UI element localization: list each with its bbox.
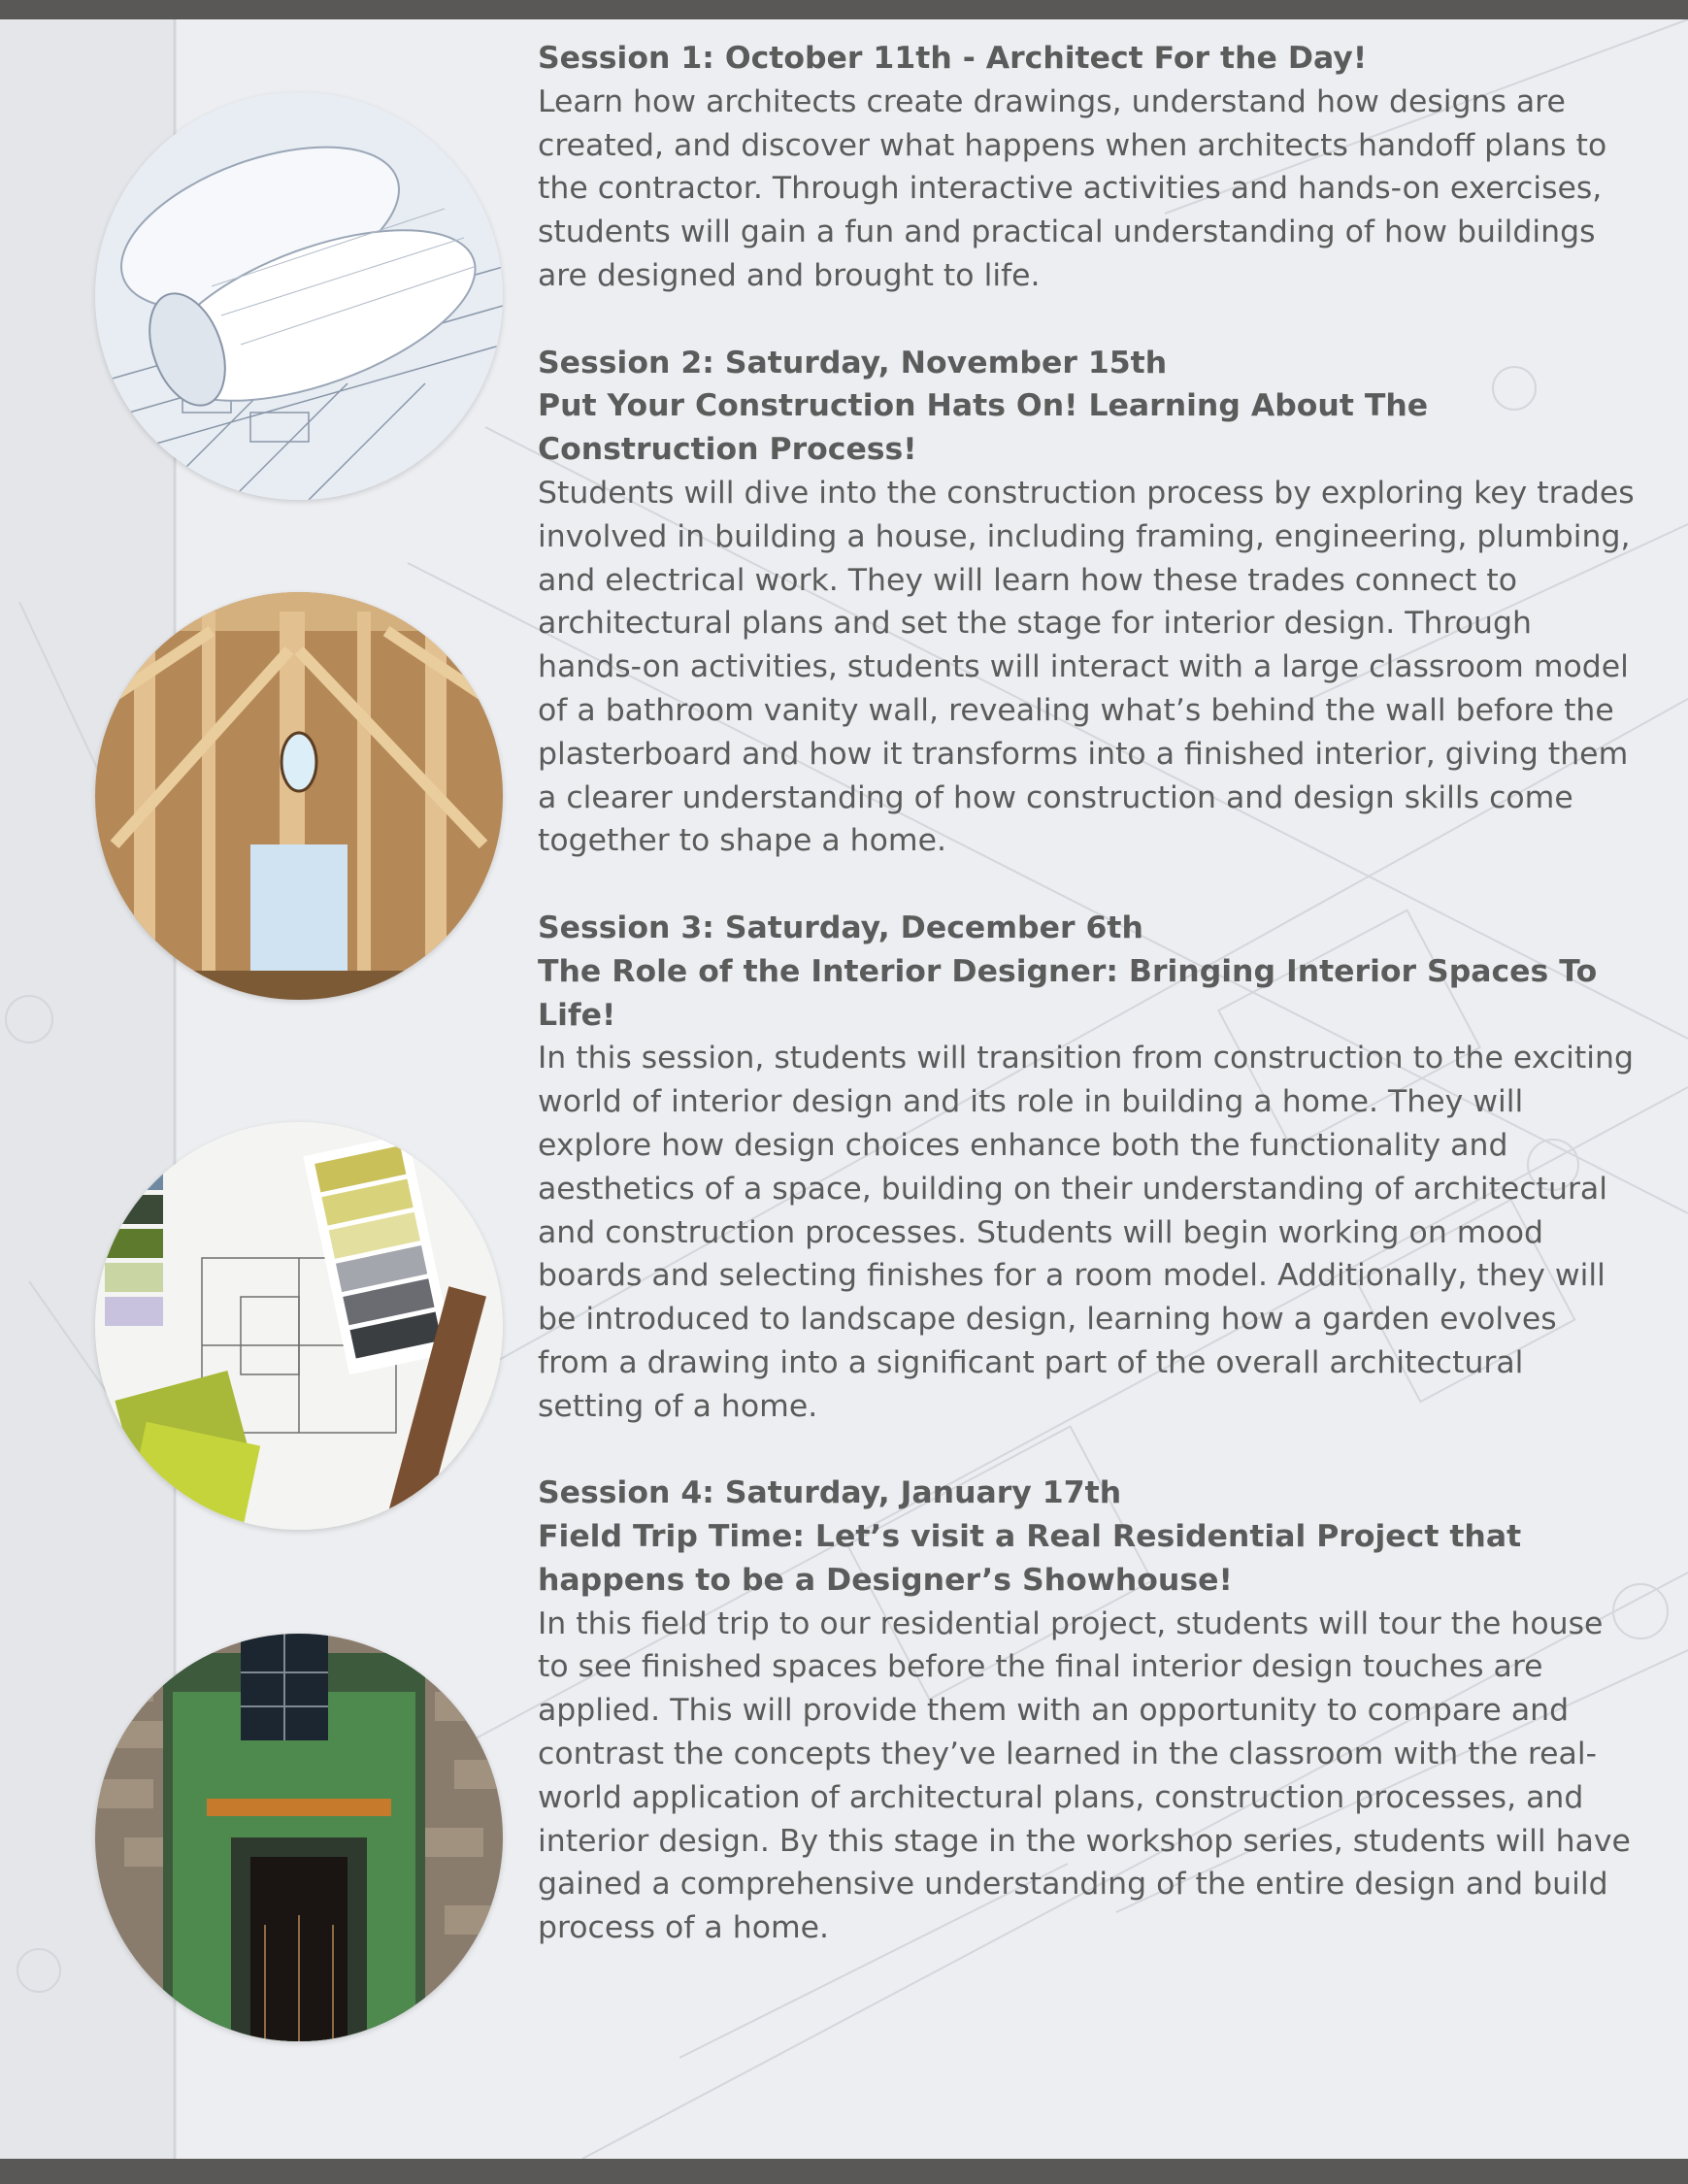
session-1-description: Learn how architects create drawings, understand how designs are created, and discover what happens when architects handoff plans to the contractor. Through interactive activities and hands-on exercises, students will gain a fun and practical understanding of how buildings are designed and brought to life. <box>538 83 1607 293</box>
session-2-description: Students will dive into the construction process by exploring key trades involved in building a house, including framing, engineering, plumbing, and electrical work. They will learn how these trades connect to architectural plans and set the stage for interior design. Through hands-on activities, students will interact with a large classroom model of a bathroom vanity wall, revealing what’s behind the wall before the plasterboard and how it transforms into a finished interior, giving them a clearer understanding of how construction and design skills come together to shape a home. <box>538 475 1635 859</box>
session-2-subheading: Put Your Construction Hats On! Learning About The Construction Process! <box>538 388 1429 468</box>
session-2 <box>538 342 1635 864</box>
framing-photo <box>95 592 503 1000</box>
session-4 <box>538 1472 1635 1950</box>
interior-design-photo <box>95 1122 503 1530</box>
session-1 <box>538 37 1635 298</box>
blueprints-photo <box>95 92 503 500</box>
session-4-subheading: Field Trip Time: Let’s visit a Real Residential Project that happens to be a Designer’s Showhouse! <box>538 1519 1522 1598</box>
session-2-heading: Session 2: Saturday, November 15th <box>538 345 1168 381</box>
bottom-bar <box>0 2159 1688 2184</box>
session-3-subheading: The Role of the Interior Designer: Bringing Interior Spaces To Life! <box>538 953 1598 1033</box>
session-3-description: In this session, students will transition from construction to the exciting world of interior design and its role in building a home. They will explore how design choices enhance both the functionality and aesthetics of a space, building on their understanding of architectural and construction processes. Students will begin working on mood boards and selecting finishes for a room model. Additionally, they will be introduced to landscape design, learning how a garden evolves from a drawing into a significant part of the overall architectural setting of a home. <box>538 1041 1634 1424</box>
top-bar <box>0 0 1688 19</box>
session-3-heading: Session 3: Saturday, December 6th <box>538 910 1143 945</box>
session-3 <box>538 907 1635 1429</box>
session-1-heading: Session 1: October 11th - Architect For the Day! <box>538 41 1368 76</box>
showhouse-photo <box>95 1634 503 2041</box>
session-4-description: In this field trip to our residential project, students will tour the house to see finished spaces before the final interior design touches are applied. This will provide them with an opportunity to compare and contrast the concepts they’ve learned in the classroom with the real-world application of architectural plans, construction processes, and interior design. By this stage in the workshop series, students will have gained a comprehensive understanding of the entire design and build process of a home. <box>538 1605 1631 1946</box>
sessions-list <box>538 37 1635 1994</box>
session-4-heading: Session 4: Saturday, January 17th <box>538 1475 1122 1511</box>
